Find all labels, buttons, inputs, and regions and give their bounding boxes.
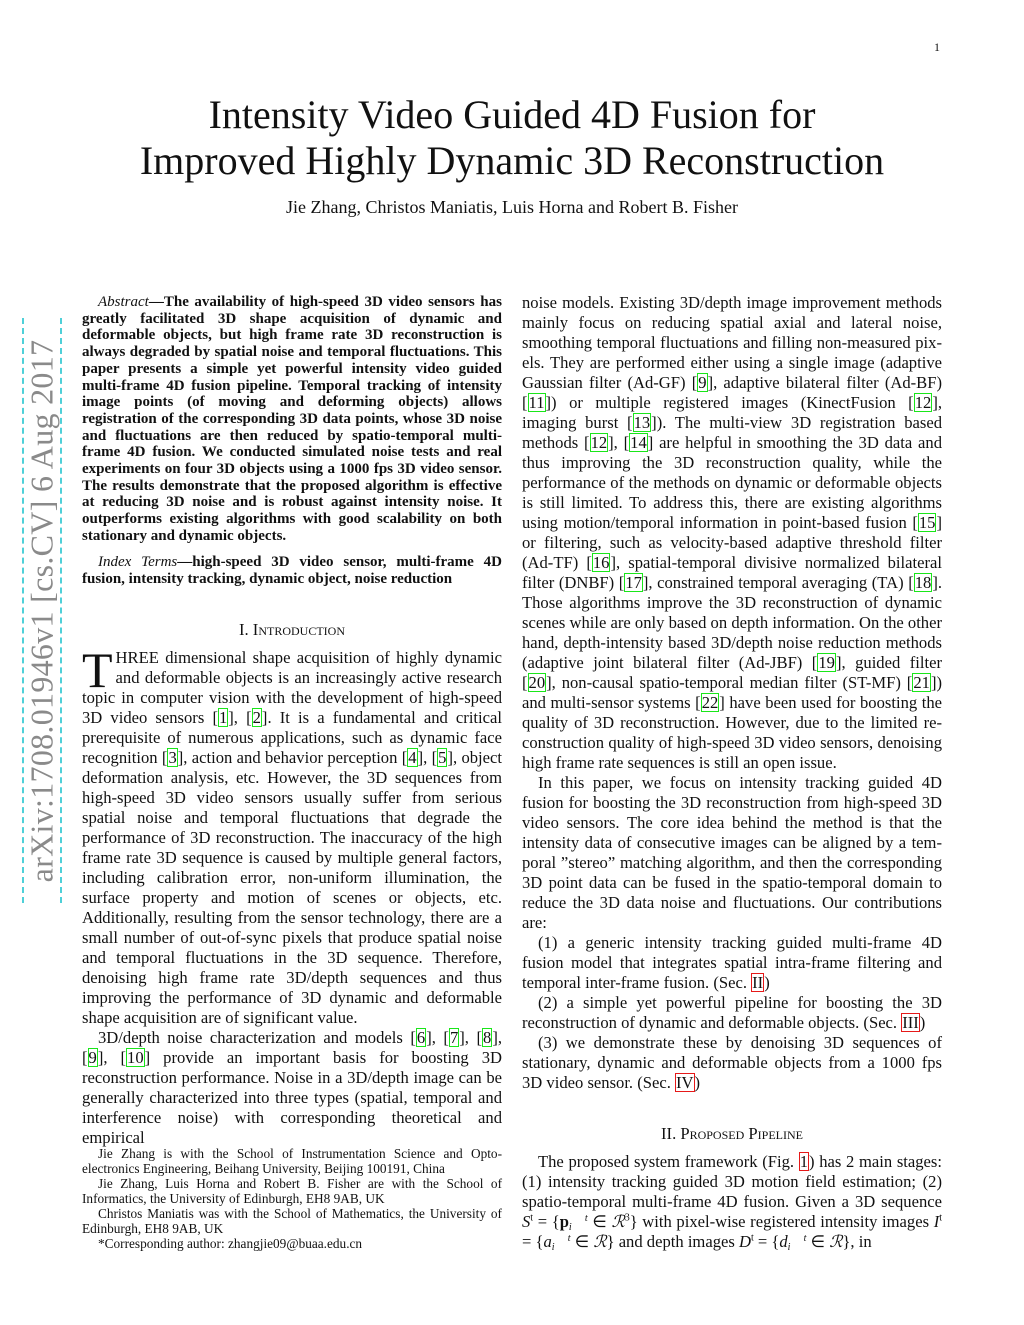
paragraph: (2) a simple yet powerful pipeline for boosting the 3D reconstruction of dynamic and deformable objects. (Sec. III) [522, 993, 942, 1032]
title-line: Intensity Video Guided 4D Fusion for [208, 92, 816, 137]
math-subscript: i [551, 1242, 555, 1254]
paragraph: (3) we demonstrate these by denoising 3D sequences of stationary, dynamic and deformable objects from a 1000 fps 3D video sensor. (Sec. IV) [522, 1033, 942, 1092]
citation-link[interactable]: 12 [590, 433, 608, 452]
footnote: Jie Zhang is with the School of Instrumentation Science and Opto-electronics Engineering, Beihang University, Beijing 100191, China [82, 1146, 502, 1176]
math-sup-sub [788, 1234, 807, 1252]
abstract [82, 294, 502, 545]
paper-title [0, 92, 1024, 184]
citation-link[interactable]: 9 [88, 1048, 97, 1067]
footnote: Christos Maniatis was with the School of Mathematics, the University of Edinburgh, EH8 9AB, UK [82, 1206, 502, 1236]
math-superscript: t [750, 1232, 754, 1244]
math-symbol: ℛ [829, 1232, 843, 1252]
citation-link[interactable]: 20 [528, 673, 546, 692]
math-subscript: i [568, 1222, 572, 1234]
math-symbol: S [522, 1212, 531, 1231]
math-sup-sub [552, 1234, 571, 1252]
citation-link[interactable]: 17 [625, 573, 642, 592]
citation-link[interactable]: 22 [701, 693, 719, 712]
paragraph: 3D/depth noise characterization and models [6], [7], [8], [9], [10] provide an important basis for boosting 3D reconstruction performance. Noise in a 3D/depth image can be generally characterized into three types (spatial, temporal and interference noise) with corresponding theoretical and empirical [82, 1028, 503, 1147]
math-superscript: t [584, 1213, 588, 1225]
section-heading-proposed-pipeline: II. Proposed Pipeline [661, 1124, 803, 1143]
math-symbol: d [779, 1232, 788, 1252]
abstract-text: —The availability of high-speed 3D video sensors has greatly facilitated 3D shape acquisition of dynamic and deformable objects, but high frame rate 3D reconstruction is always degraded by spatial noise and temporal fluctuations. This paper presents a simple yet powerful intensity video guided multi-frame 4D fusion pipeline. Temporal tracking of intensity image points (of moving and deforming objects) allows registration of the corresponding 3D data points, whose 3D noise and fluctuations are then reduced by spatio-temporal multi-frame 4D fusion. We conducted simulated noise tests and real experiments on four 3D objects using a 1000 fps 3D video sensor. The results demonstrate that the proposed algorithm is effective at reducing 3D noise and is robust against intensity noise. It outperforms existing algorithms with good scalability on both stationary and dynamic objects. [82, 294, 502, 544]
cross-reference-link[interactable]: II [752, 973, 764, 992]
introduction-body [82, 642, 503, 1148]
paragraph: THREE dimensional shape acquisition of highly dynamic and deformable objects is an increasingly active research topic in computer vision with the development of high-speed 3D video sensors [1], [2]. It is a fundamental and critical prerequisite of numerous applications, such as dynamic face recognition [3], action and behavior perception [4], [5], object deformation analysis, etc. However, the 3D sequences from high-speed 3D video sensors usually suffer from serious spatial noise and temporal fluctuations that degrade the performance of 3D reconstruction. The inaccuracy of the high frame rate 3D sequence is caused by multiple general factors, including calibration error, non-uniform illumination, the surface property and motion of scenes or objects, etc. Additionally, resulting from the sensor technology, there are a small number of out-of-sync pixels that produce spatial noise and temporal fluctuations in the 3D sequence. Therefore, denoising high frame rate 3D/depth sequences and thus improving the performance of 3D dynamic and deformable shape acquisition are of significant value. [82, 642, 503, 1027]
cross-reference-link[interactable]: IV [676, 1073, 694, 1092]
math-superscript: t [530, 1212, 534, 1224]
citation-link[interactable]: 8 [483, 1028, 492, 1047]
math-superscript: t [567, 1233, 571, 1245]
pipeline-body [522, 1152, 942, 1252]
citation-link[interactable]: 1 [218, 708, 228, 727]
section-heading-introduction: I. Introduction [238, 620, 345, 639]
math-superscript: 3 [624, 1212, 630, 1224]
citation-link[interactable]: 21 [913, 673, 930, 692]
math-superscript: t [803, 1233, 807, 1245]
math-vector: p [559, 1212, 569, 1231]
index-terms-label: Index Terms [98, 554, 178, 570]
citation-link[interactable]: 7 [449, 1028, 459, 1047]
citation-link[interactable]: 2 [252, 708, 261, 727]
authors: Jie Zhang, Christos Maniatis, Luis Horna and Robert B. Fisher [286, 197, 738, 217]
citation-link[interactable]: 18 [914, 573, 932, 592]
first-word: HREE [115, 648, 159, 667]
citation-link[interactable]: 10 [127, 1048, 144, 1067]
paragraph: The proposed system framework (Fig. 1) has 2 main stages: (1) intensity tracking guided 3D motion field estimation; (2) spatio-temporal multi-frame 4D fusion. Given a 3D sequence $S^t = \{p$ t i ∈ ℛ$^3$} with pixel-wise registered intensity images $I^t = \{a$ t i ∈ ℛ} and depth images $D^t = \{d$ t i ∈ ℛ}, in [522, 1152, 942, 1254]
cross-reference-link[interactable]: 1 [799, 1152, 808, 1171]
math-sup-sub [569, 1214, 588, 1232]
arxiv-stamp[interactable] [22, 318, 62, 903]
arxiv-stamp-text: arXiv:1708.01946v1 [cs.CV] 6 Aug 2017 [23, 339, 60, 882]
title-line: Improved Highly Dynamic 3D Reconstruction [139, 138, 885, 183]
right-column-body [522, 293, 942, 1093]
math-subscript: i [787, 1242, 791, 1254]
index-terms [82, 554, 502, 587]
citation-link[interactable]: 5 [438, 748, 447, 767]
citation-link[interactable]: 14 [630, 433, 647, 452]
abstract-label: Abstract [98, 294, 149, 310]
citation-link[interactable]: 11 [528, 393, 545, 412]
drop-cap: T [82, 642, 113, 698]
math-superscript: t [939, 1212, 942, 1224]
citation-link[interactable]: 19 [818, 653, 835, 672]
footnotes [82, 1146, 502, 1251]
math-symbol: D [738, 1232, 751, 1252]
math-symbol: a [543, 1232, 552, 1252]
paragraph: (1) a generic intensity tracking guided multi-frame 4D fusion model that integrates spatial intra-frame filtering and temporal inter-frame fusion. (Sec. II) [522, 933, 942, 992]
paragraph: noise models. Existing 3D/depth image improvement methods mainly focus on reducing spatial axial and lateral noise, smoothing temporal fluctuations and filling non-measured pixels. They are performed either using a single image (adaptive Gaussian filter (Ad-GF) [9], adaptive bilateral filter (Ad-BF) [11]) or multiple registered images (KinectFusion [12], imaging burst [13]). The multi-view 3D registration based methods [12], [14] are helpful in smoothing the 3D data and thus improving the 3D reconstruction quality, while the performance of the methods on dynamic or deformable objects is still limited. To address this, there are existing algorithms using motion/temporal information in point-based fusion [15] or filtering, such as velocity-based adaptive threshold filter (Ad-TF) [16], spatial-temporal divisive normalized bilateral filter (DNBF) [17], constrained temporal averaging (TA) [18]. Those algorithms improve the 3D reconstruction of dynamic scenes while are only based on depth information. On the other hand, depth-intensity based 3D/depth noise reduction methods (adaptive joint bilateral filter (Ad-JBF) [19], guided filter [20], non-causal spatio-temporal median filter (ST-MF) [21]) and multi-sensor systems [22] have been used for boosting the quality of 3D reconstruction. However, due to the limited reconstruction quality of high-speed 3D video sensors, denoising high frame rate sequences is still an open issue. [522, 293, 943, 772]
citation-link[interactable]: 12 [914, 393, 932, 412]
paragraph: In this paper, we focus on intensity tracking guided 4D fusion for boosting the 3D reconstruction from high-speed 3D video sensors. The core idea behind the method is that the intensity data of consecutive images can be aligned by a temporal ”stereo” matching algorithm, and then the corresponding 3D point data can be fused in the spatio-temporal domain to reduce the 3D data noise and fluctuations. Our contributions are: [522, 773, 942, 932]
citation-link[interactable]: 4 [408, 748, 417, 767]
index-terms-text: —high-speed 3D video sensor, multi-frame 4D fusion, intensity tracking, dynamic object, noise reduction [82, 554, 502, 587]
citation-link[interactable]: 16 [592, 553, 610, 572]
footnote: Jie Zhang, Luis Horna and Robert B. Fisher are with the School of Informatics, the University of Edinburgh, EH8 9AB, UK [82, 1176, 502, 1206]
math-symbol: ℛ [593, 1232, 607, 1252]
citation-link[interactable]: 15 [918, 513, 936, 532]
math-symbol: ℛ [611, 1212, 625, 1231]
citation-link[interactable]: 9 [698, 373, 707, 392]
citation-link[interactable]: 13 [633, 413, 651, 432]
cross-reference-link[interactable]: III [902, 1013, 919, 1032]
citation-link[interactable]: 3 [168, 748, 177, 767]
page-number: 1 [934, 40, 940, 54]
math-symbol: I [933, 1212, 940, 1231]
footnote: *Corresponding author: zhangjie09@buaa.edu.cn [98, 1236, 363, 1251]
citation-link[interactable]: 6 [416, 1028, 426, 1047]
